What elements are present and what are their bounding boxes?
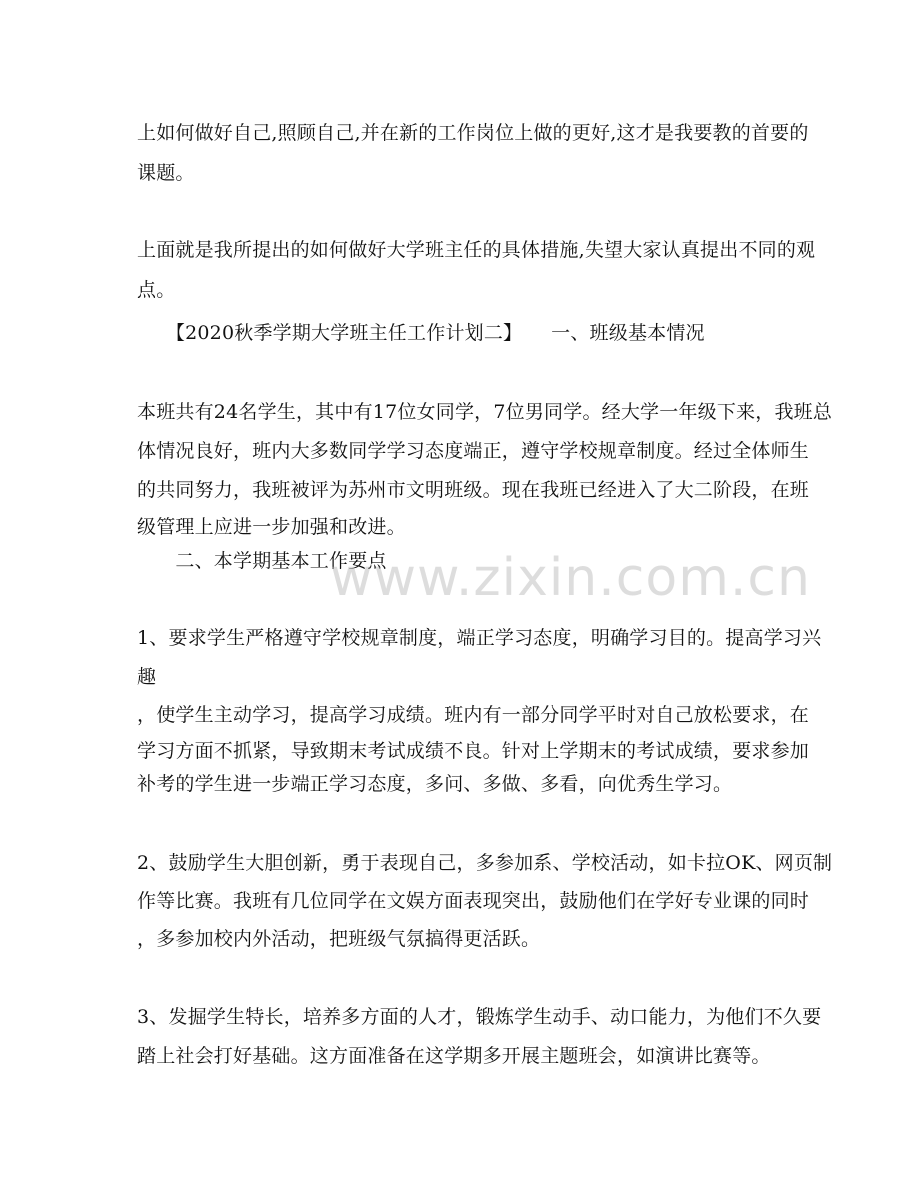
text-line: 补考的学生进一步端正学习态度，多问、多做、多看，向优秀生学习。 xyxy=(137,773,733,795)
text-line: ，多参加校内外活动，把班级气氛搞得更活跃。 xyxy=(137,928,541,950)
text-line: 上面就是我所提出的如何做好大学班主任的具体措施,失望大家认真提出不同的观 xyxy=(137,239,816,261)
text-line: 作等比赛。我班有几位同学在文娱方面表现突出，鼓励他们在学好专业课的同时 xyxy=(137,890,810,912)
text-line: 1、要求学生严格遵守学校规章制度，端正学习态度，明确学习目的。提高学习兴 xyxy=(137,627,822,649)
watermark: www.zixin.com.cn xyxy=(330,548,811,608)
text-line: 的共同努力，我班被评为苏州市文明班级。现在我班已经进入了大二阶段，在班 xyxy=(137,479,810,501)
text-line: 体情况良好，班内大多数同学学习态度端正，遵守学校规章制度。经过全体师生 xyxy=(137,440,810,462)
text-line: 课题。 xyxy=(137,162,195,184)
text-line: 3、发掘学生特长，培养多方面的人才，锻炼学生动手、动口能力，为他们不久要 xyxy=(137,1006,822,1028)
text-line: 趣 xyxy=(137,666,157,688)
text-line: 本班共有24名学生，其中有17位女同学，7位男同学。经大学一年级下来，我班总 xyxy=(137,401,833,423)
section-heading: 【2020秋季学期大学班主任工作计划二】 一、班级基本情况 xyxy=(137,322,705,344)
section-heading: 二、本学期基本工作要点 xyxy=(137,550,387,572)
text-line: ，使学生主动学习，提高学习成绩。班内有一部分同学平时对自己放松要求，在 xyxy=(137,704,810,726)
text-line: 踏上社会打好基础。这方面准备在这学期多开展主题班会，如演讲比赛等。 xyxy=(137,1045,771,1067)
text-line: 学习方面不抓紧，导致期末考试成绩不良。针对上学期末的考试成绩，要求参加 xyxy=(137,740,810,762)
text-line: 2、鼓励学生大胆创新，勇于表现自己，多参加系、学校活动，如卡拉OK、网页制 xyxy=(137,852,833,874)
text-line: 级管理上应进一步加强和改进。 xyxy=(137,516,406,538)
text-line: 点。 xyxy=(137,279,176,301)
text-line: 上如何做好自己,照顾自己,并在新的工作岗位上做的更好,这才是我要教的首要的 xyxy=(137,122,809,144)
